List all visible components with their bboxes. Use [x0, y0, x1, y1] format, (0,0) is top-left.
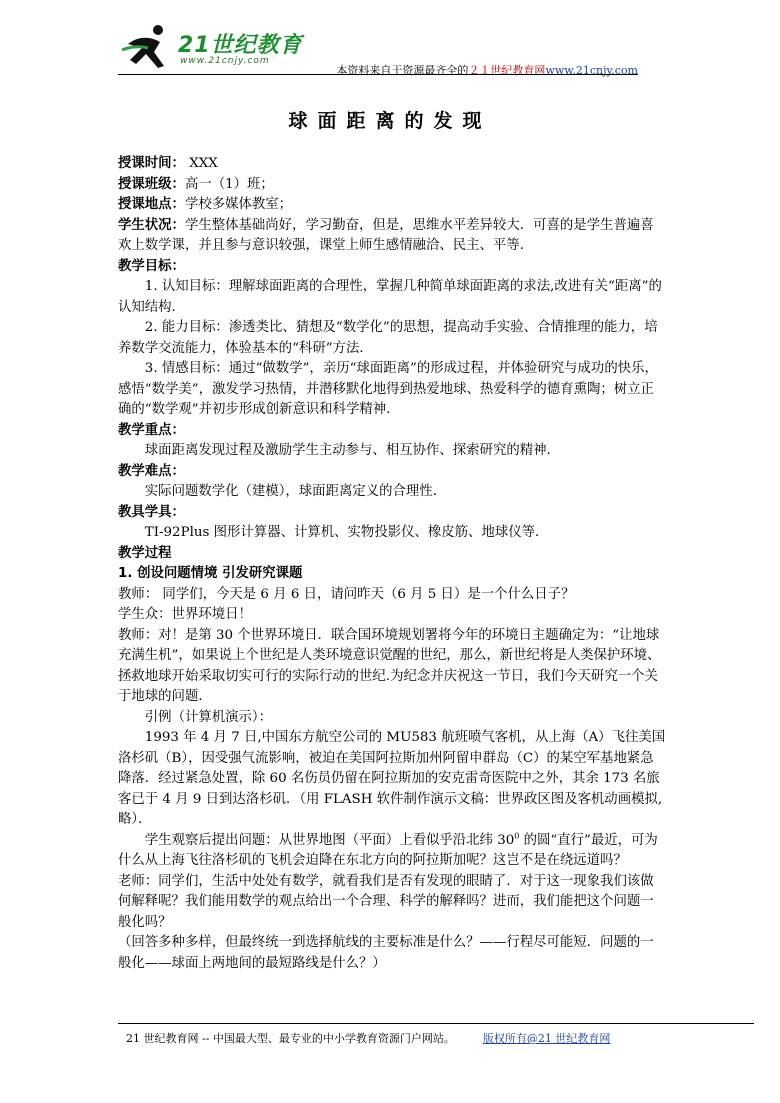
document-body: [118, 154, 666, 974]
goal-item-2: 2. 能力目标：渗透类比、猜想及“数学化”的思想，提高动手实验、合情推理的能力，培养数学交流能力，体验基本的“科研”方法．: [118, 320, 658, 356]
page-footer: [126, 1030, 610, 1046]
teacher-question: 教师： 同学们，今天是 6 月 6 日，请问昨天（6 月 5 日）是一个什么日子？: [118, 586, 575, 602]
footer-text: 21 世纪教育网 -- 中国最大型、最专业的中小学教育资源门户网站。: [126, 1032, 455, 1045]
info-class-label: 授课班级：: [118, 176, 185, 192]
info-students-value: 学生整体基础尚好，学习勤奋，但是，思维水平差异较大．可喜的是学生普遍喜欢上数学课，并且参与意识较强，课堂上师生感情融洽、民主、平等．: [118, 217, 654, 253]
info-students: [118, 216, 666, 257]
difficulty-text: 实际问题数学化（建模），球面距离定义的合理性．: [144, 484, 447, 499]
tagline-url-link[interactable]: www.21cnjy.com: [545, 64, 638, 77]
info-time: [118, 154, 666, 175]
example-text: 1993 年 4 月 7 日,中国东方航空公司的 MU583 航班喷气客机，从上海（A）飞往美国洛杉矶（B），因受强气流影响，被迫在美国阿拉斯加州阿留申群岛（C）的某空军基地紧急降落．经过紧急处置，除 60 名伤员仍留在阿拉斯加的安克雷奇医院中之外，其余 173 名旅客已于 4 月 9 日到达洛杉矶．（用 FLASH 软件制作演示文稿：世界政区图及客机动画模拟,略）．: [118, 730, 666, 827]
degree-superscript: 0: [514, 831, 520, 841]
key-point-heading: 教学重点：: [118, 422, 185, 438]
teacher-answer: 教师：对！是第 30 个世界环境日．联合国环境规划署将今年的环境日主题确定为：“让地球充满生机”，如果说上个世纪是人类环境意识觉醒的世纪，那么，新世纪将是人类保护环境、拯救地球开始采取切实可行的实际行动的世纪.为纪念并庆祝这一节日，我们今天研究一个关于地球的问题．: [118, 627, 661, 704]
tagline-prefix: 本资料来自于资源最齐全的: [336, 64, 469, 77]
teacher-explanation: 老师：同学们，生活中处处有数学，就看我们是否有发现的眼睛了．对于这一现象我们该做何解释呢？我们能用数学的观点给出一个合理、科学的解释吗？进而，我们能把这个问题一般化吗？: [118, 873, 654, 930]
goal-item-3: 3. 情感目标：通过“做数学”，亲历“球面距离”的形成过程，并体验研究与成功的快乐，感悟“数学美”，激发学习热情，并潜移默化地得到热爱地球、热爱科学的德育熏陶；树立正确的“数学观”并初步形成创新意识和科学精神．: [118, 361, 658, 417]
footer-rights-link[interactable]: 版权所有@21 世纪教育网: [482, 1032, 611, 1045]
page-title: 球面距离的发现: [288, 110, 492, 132]
process-heading: 教学过程: [118, 545, 172, 561]
info-place-label: 授课地点：: [118, 197, 185, 212]
info-students-label: 学生状况：: [118, 217, 185, 233]
info-place-value: 学校多媒体教室；: [184, 197, 293, 212]
key-point-text: 球面距离发现过程及激励学生主动参与、相互协作、探索研究的精神．: [144, 443, 560, 458]
header-divider: [118, 74, 638, 75]
tagline-site-link[interactable]: ２１世纪教育网: [468, 64, 546, 77]
page-header: [118, 22, 638, 78]
example-title: 引例（计算机演示）：: [144, 709, 273, 725]
logo-url-text: www.21cnjy.com: [180, 56, 270, 66]
logo-brand-text: 21世纪教育: [178, 33, 303, 58]
runner-logo-icon: [118, 22, 178, 72]
difficulty-heading: 教学难点：: [118, 463, 185, 479]
students-answer: 学生众：世界环境日！: [118, 607, 252, 622]
info-time-value: XXX: [184, 156, 218, 171]
process-step-1: 1. 创设问题情境 引发研究课题: [118, 566, 303, 581]
tools-heading: 教具学具：: [118, 504, 185, 520]
header-tagline: [336, 62, 638, 78]
goal-item-1: 1. 认知目标：理解球面距离的合理性，掌握几种简单球面距离的求法,改进有关“距离”的认知结构．: [118, 279, 662, 315]
site-logo[interactable]: [118, 22, 308, 72]
footer-divider: [118, 1023, 754, 1024]
goals-heading: 教学目标：: [118, 258, 185, 274]
answer-summary: （回答多种多样，但最终统一到选择航线的主要标准是什么？——行程尽可能短．问题的一般化——球面上两地间的最短路线是什么？）: [118, 935, 654, 971]
info-class: [118, 175, 666, 196]
info-class-value: 高一（1）班；: [184, 176, 274, 192]
observation-text-after: 的圆“直行”最近，可为什么从上海飞往洛杉矶的飞机会迫降在东北方向的阿拉斯加呢？这岂不是在绕远道吗？: [118, 832, 658, 868]
student-observation: [118, 831, 666, 872]
info-time-label: 授课时间：: [118, 156, 185, 171]
info-place: [118, 195, 666, 216]
observation-text-before: 学生观察后提出问题：从世界地图（平面）上看似乎沿北纬 30: [144, 832, 515, 848]
tools-text: TI-92Plus 图形计算器、计算机、实物投影仪、橡皮筋、地球仪等．: [144, 525, 549, 540]
